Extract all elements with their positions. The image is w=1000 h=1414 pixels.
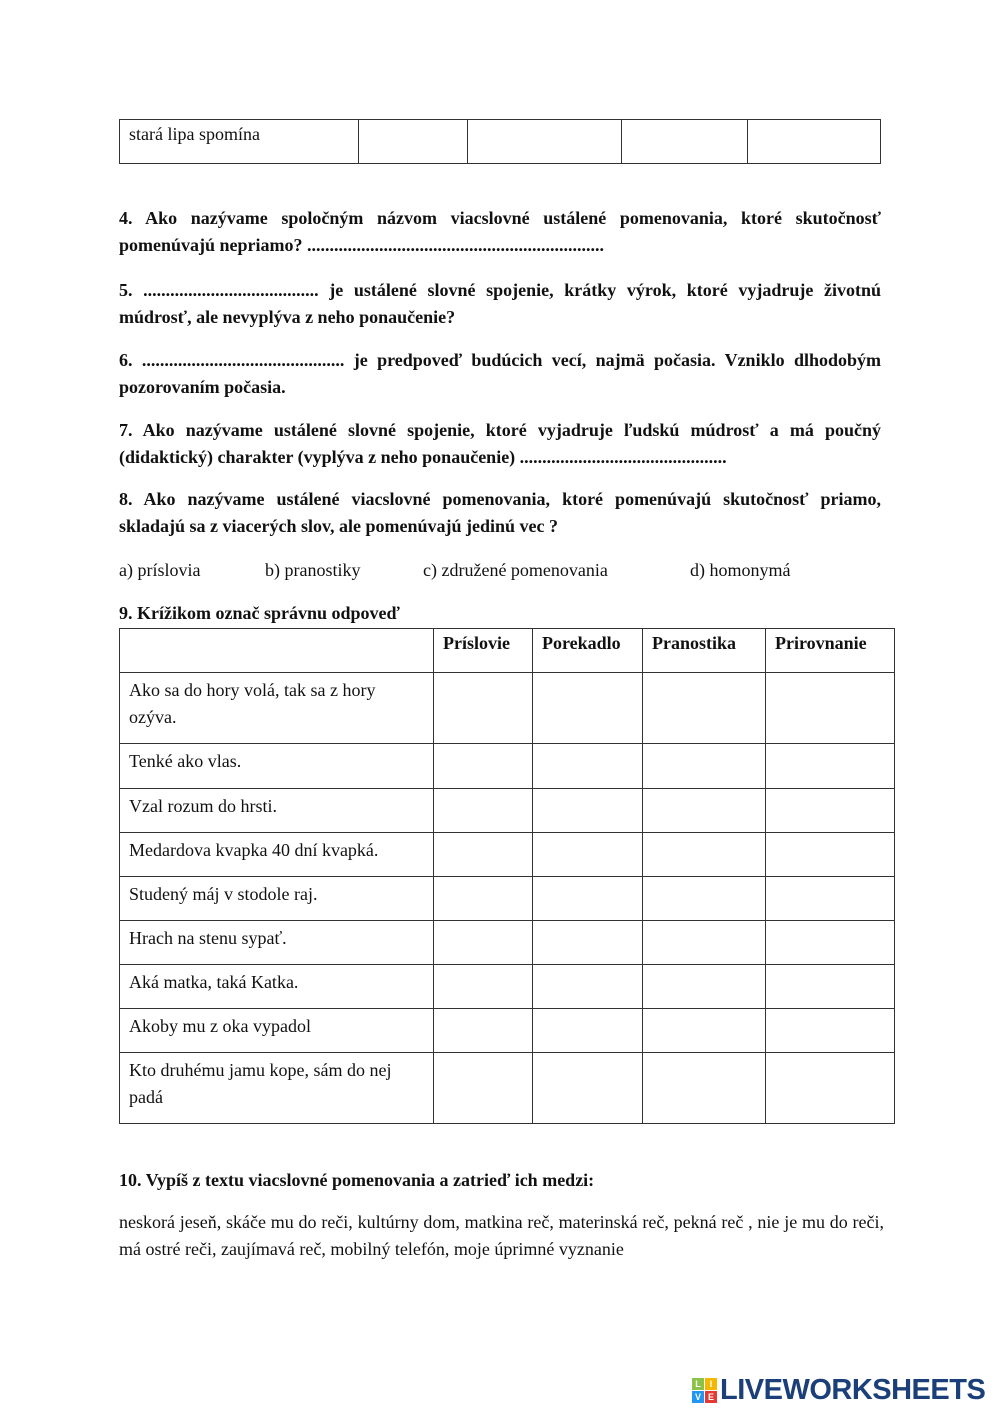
question-7: 7. Ako nazývame ustálené slovné spojenie, ktoré vyjadruje ľudskú múdrosť a má poučný (didaktický) charakter (vyplýva z neho ponaučenie) ..............................................: [119, 420, 881, 467]
saying-cell: Akoby mu z oka vypadol: [120, 1009, 434, 1053]
table-row: [120, 833, 895, 877]
checkbox-cell[interactable]: [434, 744, 533, 789]
header-blank: [120, 629, 434, 673]
checkbox-cell[interactable]: [533, 965, 643, 1009]
saying-cell: Aká matka, taká Katka.: [120, 965, 434, 1009]
checkbox-cell[interactable]: [766, 921, 895, 965]
checkbox-cell[interactable]: [533, 921, 643, 965]
saying-cell: Kto druhému jamu kope, sám do nej padá: [120, 1053, 434, 1124]
question-6: 6. ............................................. je predpoveď budúcich vecí, najmä počasia. Vzniklo dlhodobým pozorovaním počasia.: [119, 350, 881, 397]
checkbox-cell[interactable]: [766, 1053, 895, 1124]
header-porekadlo: Porekadlo: [533, 629, 643, 673]
checkbox-cell[interactable]: [766, 789, 895, 833]
checkbox-cell[interactable]: [643, 1053, 766, 1124]
checkbox-cell[interactable]: [533, 673, 643, 744]
table-row: [120, 673, 895, 744]
checkbox-cell[interactable]: [533, 833, 643, 877]
saying-cell: Hrach na stenu sypať.: [120, 921, 434, 965]
option-d[interactable]: d) homonymá: [690, 560, 791, 580]
checkbox-cell[interactable]: [766, 1009, 895, 1053]
header-prislovie: Príslovie: [434, 629, 533, 673]
answer-cell[interactable]: [359, 120, 468, 164]
option-b[interactable]: b) pranostiky: [265, 560, 361, 580]
checkbox-cell[interactable]: [643, 877, 766, 921]
checkbox-cell[interactable]: [434, 921, 533, 965]
checkbox-cell[interactable]: [643, 1009, 766, 1053]
checkbox-cell[interactable]: [533, 744, 643, 789]
checkbox-cell[interactable]: [643, 921, 766, 965]
saying-cell: Ako sa do hory volá, tak sa z hory ozýva.: [120, 673, 434, 744]
saying-cell: Medardova kvapka 40 dní kvapká.: [120, 833, 434, 877]
question-10-title: 10. Vypíš z textu viacslovné pomenovania a zatrieď ich medzi:: [119, 1170, 595, 1190]
checkbox-cell[interactable]: [766, 673, 895, 744]
checkbox-cell[interactable]: [434, 789, 533, 833]
checkbox-cell[interactable]: [533, 1009, 643, 1053]
checkbox-cell[interactable]: [434, 965, 533, 1009]
top-table: [119, 119, 881, 164]
checkbox-cell[interactable]: [434, 1009, 533, 1053]
header-pranostika: Pranostika: [643, 629, 766, 673]
table-row: [120, 921, 895, 965]
saying-cell: Tenké ako vlas.: [120, 744, 434, 789]
question-10-text: neskorá jeseň, skáče mu do reči, kultúrny dom, matkina reč, materinská reč, pekná reč , nie je mu do reči, má ostré reči, zaujímavá reč, mobilný telefón, moje úprimné vyznanie: [119, 1212, 884, 1259]
option-a[interactable]: a) príslovia: [119, 560, 201, 580]
checkbox-cell[interactable]: [533, 789, 643, 833]
logo-icon: L I V E: [692, 1378, 717, 1403]
checkbox-cell[interactable]: [533, 877, 643, 921]
table-row: [120, 965, 895, 1009]
answer-cell[interactable]: [748, 120, 881, 164]
question-8: 8. Ako nazývame ustálené viacslovné pomenovania, ktoré pomenúvajú skutočnosť priamo, skladajú sa z viacerých slov, ale pomenúvajú jedinú vec ?: [119, 489, 881, 536]
logo-text: LIVEWORKSHEETS: [720, 1374, 986, 1406]
checkbox-cell[interactable]: [643, 744, 766, 789]
checkbox-cell[interactable]: [434, 1053, 533, 1124]
question-5: 5. ....................................... je ustálené slovné spojenie, krátky výrok, ktoré vyjadruje životnú múdrosť, ale nevyplýva z neho ponaučenie?: [119, 280, 881, 327]
header-prirovnanie: Prirovnanie: [766, 629, 895, 673]
checkbox-cell[interactable]: [766, 744, 895, 789]
answer-cell[interactable]: [468, 120, 622, 164]
option-c[interactable]: c) združené pomenovania: [423, 560, 608, 580]
checkbox-cell[interactable]: [434, 877, 533, 921]
question-9-title: 9. Krížikom označ správnu odpoveď: [119, 603, 400, 623]
answer-cell[interactable]: [622, 120, 748, 164]
saying-cell: Vzal rozum do hrsti.: [120, 789, 434, 833]
liveworksheets-logo: [692, 1374, 985, 1407]
table-row: [120, 744, 895, 789]
checkbox-cell[interactable]: [643, 833, 766, 877]
table-row: [120, 789, 895, 833]
checkbox-cell[interactable]: [533, 1053, 643, 1124]
table-row: [120, 1053, 895, 1124]
table-row: [120, 877, 895, 921]
checkbox-cell[interactable]: [643, 965, 766, 1009]
checkbox-cell[interactable]: [643, 673, 766, 744]
checkbox-cell[interactable]: [766, 965, 895, 1009]
checkbox-cell[interactable]: [643, 789, 766, 833]
q9-table: [119, 628, 895, 1124]
checkbox-cell[interactable]: [766, 833, 895, 877]
question-4: 4. Ako nazývame spoločným názvom viacslovné ustálené pomenovania, ktoré skutočnosť pomenúvajú nepriamo? ..................................................................: [119, 208, 881, 255]
saying-cell: Studený máj v stodole raj.: [120, 877, 434, 921]
row-label: stará lipa spomína: [120, 120, 359, 164]
checkbox-cell[interactable]: [766, 877, 895, 921]
table-row: [120, 1009, 895, 1053]
checkbox-cell[interactable]: [434, 833, 533, 877]
checkbox-cell[interactable]: [434, 673, 533, 744]
